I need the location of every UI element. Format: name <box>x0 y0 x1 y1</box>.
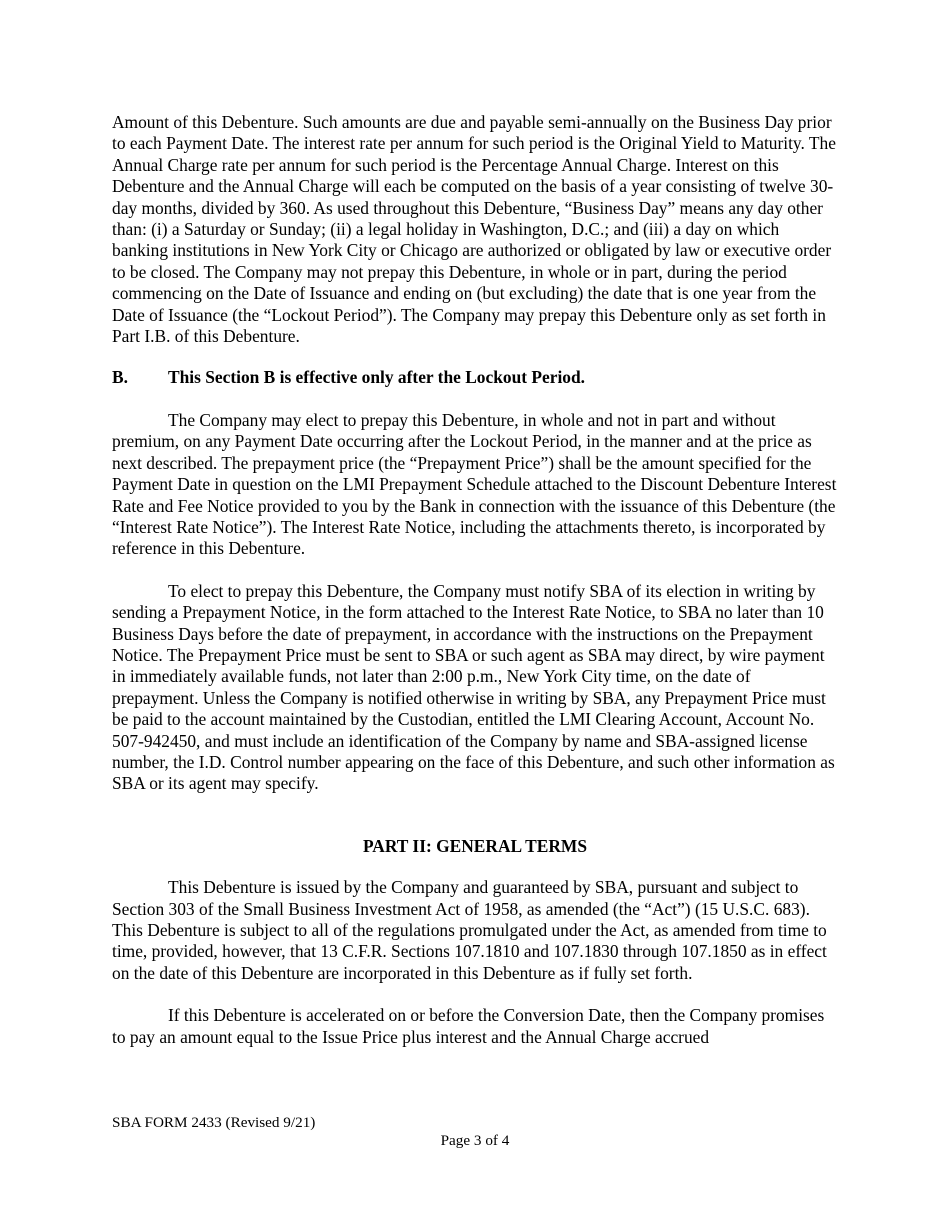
footer-form-number: SBA FORM 2433 (Revised 9/21) <box>112 1114 316 1131</box>
paragraph-interest-terms: Amount of this Debenture. Such amounts are due and payable semi-annually on the Business Day prior to each Payment Date. The interest rate per annum for such period is the Original Yield to Maturity. The Annual Charge rate per annum for such period is the Percentage Annual Charge. Interest on this Debenture and the Annual Charge will each be computed on the basis of a year consisting of twelve 30-day months, divided by 360. As used throughout this Debenture, “Business Day” means any day other than: (i) a Saturday or Sunday; (ii) a legal holiday in Washington, D.C.; and (iii) a day on which banking institutions in New York City or Chicago are authorized or obligated by law or executive order to be closed. The Company may not prepay this Debenture, in whole or in part, during the period commencing on the Date of Issuance and ending on (but excluding) the date that is one year from the Date of Issuance (the “Lockout Period”). The Company may prepay this Debenture only as set forth in Part I.B. of this Debenture. <box>112 112 836 347</box>
section-b-heading <box>112 367 838 388</box>
paragraph-acceleration: If this Debenture is accelerated on or before the Conversion Date, then the Company promises to pay an amount equal to the Issue Price plus interest and the Annual Charge accrued <box>112 1005 825 1047</box>
document-body <box>112 112 838 1048</box>
paragraph-prepayment-election: The Company may elect to prepay this Debenture, in whole and not in part and without premium, on any Payment Date occurring after the Lockout Period, in the manner and at the price as next described. The prepayment price (the “Prepayment Price”) shall be the amount specified for the Payment Date in question on the LMI Prepayment Schedule attached to the Discount Debenture Interest Rate and Fee Notice provided to you by the Bank in connection with the issuance of this Debenture (the “Interest Rate Notice”). The Interest Rate Notice, including the attachments thereto, is incorporated by reference in this Debenture. <box>112 409 837 559</box>
section-b-title: This Section B is effective only after the Lockout Period. <box>168 367 586 388</box>
paragraph-general-terms: This Debenture is issued by the Company and guaranteed by SBA, pursuant and subject to Section 303 of the Small Business Investment Act of 1958, as amended (the “Act”) (15 U.S.C. 683). This Debenture is subject to all of the regulations promulgated under the Act, as amended from time to time, provided, however, that 13 C.F.R. Sections 107.1810 and 107.1830 through 107.1850 as in effect on the date of this Debenture are incorporated in this Debenture as if fully set forth. <box>112 877 827 983</box>
footer-page-number: Page 3 of 4 <box>440 1132 510 1149</box>
section-b-letter: B. <box>112 367 128 388</box>
part-ii-heading: PART II: GENERAL TERMS <box>362 835 588 856</box>
paragraph-prepayment-notice: To elect to prepay this Debenture, the Company must notify SBA of its election in writing by sending a Prepayment Notice, in the form attached to the Interest Rate Notice, to SBA no later than 10 Business Days before the date of prepayment, in accordance with the instructions on the Prepayment Notice. The Prepayment Price must be sent to SBA or such agent as SBA may direct, by wire payment in immediately available funds, not later than 2:00 p.m., New York City time, on the date of prepayment. Unless the Company is notified otherwise in writing by SBA, any Prepayment Price must be paid to the account maintained by the Custodian, entitled the LMI Clearing Account, Account No. 507-942450, and must include an identification of the Company by name and SBA-assigned license number, the I.D. Control number appearing on the face of this Debenture, and such other information as SBA or its agent may specify. <box>112 580 835 794</box>
